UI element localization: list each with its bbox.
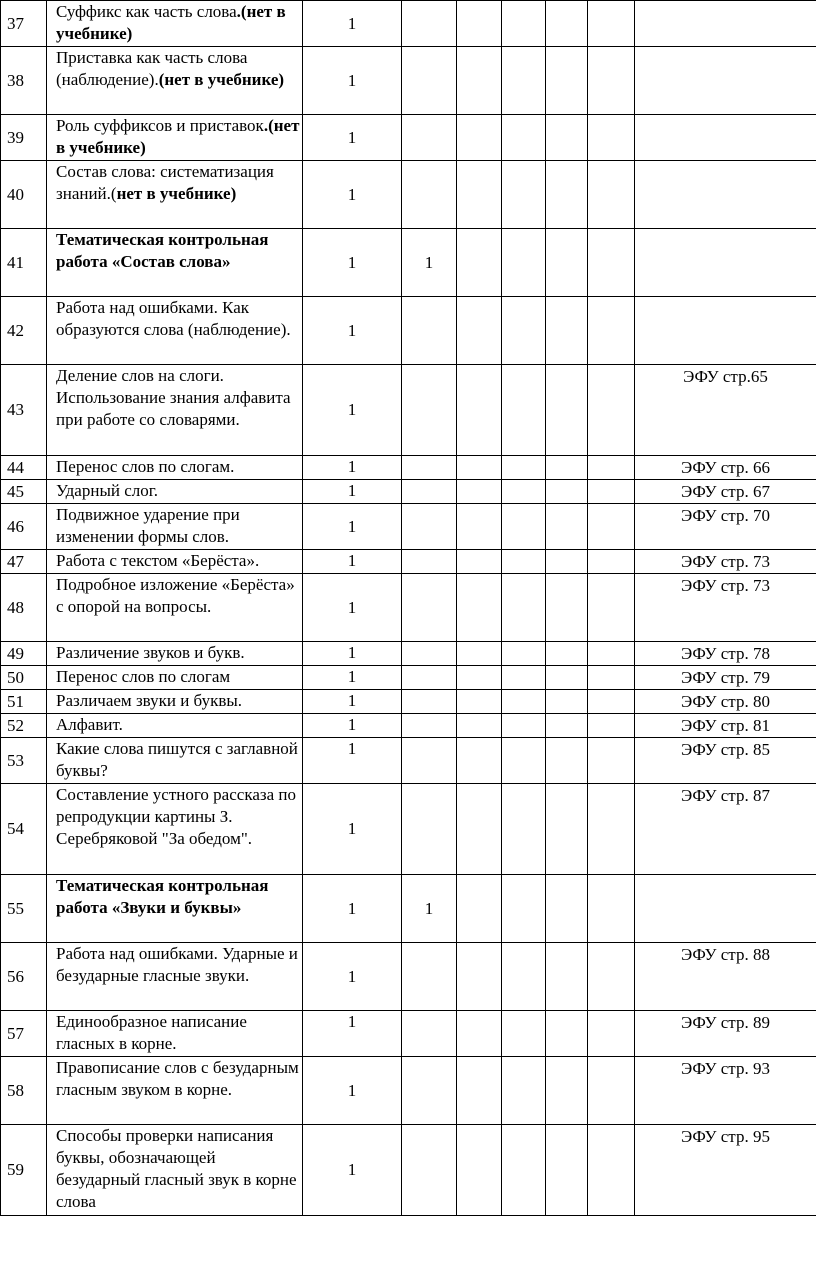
empty-cell [546, 943, 588, 1011]
control-work-count [402, 1, 457, 47]
table-row [1, 504, 816, 550]
row-number: 48 [1, 574, 47, 642]
table-row [1, 1011, 816, 1057]
empty-cell [502, 738, 546, 784]
empty-cell [457, 504, 502, 550]
hours-count: 1 [303, 1057, 402, 1125]
empty-cell [588, 1057, 635, 1125]
table-row [1, 574, 816, 642]
lesson-topic [47, 738, 303, 784]
table-row [1, 480, 816, 504]
hours-count: 1 [303, 550, 402, 574]
empty-cell [502, 47, 546, 115]
empty-cell [457, 550, 502, 574]
table-row [1, 875, 816, 943]
lesson-topic [47, 574, 303, 642]
lesson-topic-text: Работа с текстом «Берёста». [56, 551, 260, 570]
lesson-topic-text: Суффикс как часть слова [56, 2, 237, 21]
lesson-topic-text: Способы проверки написания буквы, обозначающей безударный гласный звук в корне слова [56, 1126, 297, 1211]
empty-cell [457, 1057, 502, 1125]
resource-reference [635, 47, 816, 115]
control-work-count [402, 365, 457, 456]
empty-cell [546, 161, 588, 229]
hours-count: 1 [303, 47, 402, 115]
lesson-topic-bold: Тематическая контрольная работа «Состав слова» [56, 230, 269, 271]
row-number: 37 [1, 1, 47, 47]
lesson-topic-text: Перенос слов по слогам [56, 667, 231, 686]
lesson-topic [47, 690, 303, 714]
row-number: 44 [1, 456, 47, 480]
empty-cell [457, 365, 502, 456]
empty-cell [588, 574, 635, 642]
lesson-topic [47, 1011, 303, 1057]
empty-cell [546, 365, 588, 456]
empty-cell [588, 738, 635, 784]
empty-cell [457, 738, 502, 784]
resource-reference [635, 1, 816, 47]
table-row [1, 47, 816, 115]
control-work-count [402, 1125, 457, 1216]
resource-reference [635, 229, 816, 297]
table-row [1, 550, 816, 574]
resource-reference [635, 297, 816, 365]
hours-count: 1 [303, 738, 402, 784]
control-work-count [402, 714, 457, 738]
table-row [1, 1125, 816, 1216]
empty-cell [546, 738, 588, 784]
empty-cell [457, 456, 502, 480]
resource-reference: ЭФУ стр. 85 [635, 738, 816, 784]
empty-cell [457, 784, 502, 875]
control-work-count [402, 1011, 457, 1057]
empty-cell [457, 1125, 502, 1216]
table-row [1, 784, 816, 875]
control-work-count: 1 [402, 875, 457, 943]
table-row [1, 738, 816, 784]
hours-count: 1 [303, 229, 402, 297]
empty-cell [457, 47, 502, 115]
lesson-topic-bold: .(нет в учебнике) [56, 116, 300, 157]
row-number: 45 [1, 480, 47, 504]
empty-cell [546, 229, 588, 297]
table-row [1, 642, 816, 666]
lesson-topic-text: Работа над ошибками. Ударные и безударные гласные звуки. [56, 944, 298, 985]
empty-cell [457, 574, 502, 642]
empty-cell [588, 714, 635, 738]
lesson-topic-bold: нет в учебнике) [116, 184, 237, 203]
lesson-topic [47, 297, 303, 365]
empty-cell [588, 297, 635, 365]
resource-reference: ЭФУ стр. 89 [635, 1011, 816, 1057]
empty-cell [502, 875, 546, 943]
row-number: 57 [1, 1011, 47, 1057]
row-number: 41 [1, 229, 47, 297]
empty-cell [457, 161, 502, 229]
hours-count: 1 [303, 690, 402, 714]
lesson-topic [47, 365, 303, 456]
empty-cell [457, 115, 502, 161]
empty-cell [457, 642, 502, 666]
empty-cell [457, 875, 502, 943]
hours-count: 1 [303, 504, 402, 550]
resource-reference: ЭФУ стр. 81 [635, 714, 816, 738]
empty-cell [457, 714, 502, 738]
empty-cell [546, 574, 588, 642]
empty-cell [457, 229, 502, 297]
hours-count: 1 [303, 456, 402, 480]
row-number: 55 [1, 875, 47, 943]
empty-cell [546, 297, 588, 365]
empty-cell [588, 365, 635, 456]
resource-reference: ЭФУ стр. 66 [635, 456, 816, 480]
lesson-topic [47, 115, 303, 161]
table-row [1, 115, 816, 161]
control-work-count [402, 456, 457, 480]
empty-cell [502, 690, 546, 714]
lesson-topic-text: Алфавит. [56, 715, 123, 734]
empty-cell [502, 714, 546, 738]
control-work-count [402, 47, 457, 115]
control-work-count [402, 550, 457, 574]
lesson-topic [47, 943, 303, 1011]
table-row [1, 365, 816, 456]
lesson-topic [47, 666, 303, 690]
empty-cell [502, 1011, 546, 1057]
empty-cell [588, 161, 635, 229]
empty-cell [588, 229, 635, 297]
lesson-topic-text: Работа над ошибками. Как образуются слова (наблюдение). [56, 298, 291, 339]
resource-reference: ЭФУ стр. 73 [635, 574, 816, 642]
empty-cell [546, 1, 588, 47]
empty-cell [502, 1, 546, 47]
empty-cell [546, 875, 588, 943]
empty-cell [588, 784, 635, 875]
empty-cell [502, 1125, 546, 1216]
lesson-topic-text: Единообразное написание гласных в корне. [56, 1012, 247, 1053]
row-number: 42 [1, 297, 47, 365]
empty-cell [502, 642, 546, 666]
hours-count: 1 [303, 161, 402, 229]
control-work-count [402, 943, 457, 1011]
empty-cell [588, 1011, 635, 1057]
empty-cell [546, 504, 588, 550]
lesson-topic-bold: (нет в учебнике) [158, 70, 285, 89]
hours-count: 1 [303, 875, 402, 943]
empty-cell [588, 550, 635, 574]
hours-count: 1 [303, 1011, 402, 1057]
lesson-topic-text: Состав слова: систематизация знаний.( [56, 162, 274, 203]
control-work-count [402, 115, 457, 161]
empty-cell [588, 47, 635, 115]
empty-cell [588, 504, 635, 550]
lesson-topic-text: Ударный слог. [56, 481, 159, 500]
control-work-count [402, 666, 457, 690]
hours-count: 1 [303, 784, 402, 875]
hours-count: 1 [303, 297, 402, 365]
lesson-topic [47, 504, 303, 550]
empty-cell [546, 1011, 588, 1057]
control-work-count [402, 574, 457, 642]
table-row [1, 690, 816, 714]
empty-cell [588, 456, 635, 480]
resource-reference: ЭФУ стр. 87 [635, 784, 816, 875]
empty-cell [588, 1, 635, 47]
empty-cell [457, 480, 502, 504]
lesson-topic-text: Составление устного рассказа по репродукции картины З. Серебряковой "За обедом". [56, 785, 296, 848]
lesson-topic-text: Различаем звуки и буквы. [56, 691, 243, 710]
empty-cell [588, 875, 635, 943]
lesson-topic [47, 456, 303, 480]
control-work-count [402, 480, 457, 504]
empty-cell [502, 574, 546, 642]
empty-cell [546, 1057, 588, 1125]
empty-cell [588, 666, 635, 690]
resource-reference: ЭФУ стр. 93 [635, 1057, 816, 1125]
row-number: 50 [1, 666, 47, 690]
resource-reference: ЭФУ стр. 73 [635, 550, 816, 574]
empty-cell [546, 784, 588, 875]
control-work-count [402, 690, 457, 714]
resource-reference [635, 115, 816, 161]
lesson-topic [47, 714, 303, 738]
empty-cell [502, 115, 546, 161]
lesson-topic-text: Роль суффиксов и приставок [56, 116, 264, 135]
lesson-topic-text: Деление слов на слоги. Использование знания алфавита при работе со словарями. [56, 366, 291, 429]
empty-cell [502, 666, 546, 690]
empty-cell [546, 690, 588, 714]
empty-cell [502, 1057, 546, 1125]
empty-cell [502, 456, 546, 480]
empty-cell [546, 642, 588, 666]
hours-count: 1 [303, 1, 402, 47]
row-number: 54 [1, 784, 47, 875]
resource-reference: ЭФУ стр. 70 [635, 504, 816, 550]
hours-count: 1 [303, 642, 402, 666]
row-number: 43 [1, 365, 47, 456]
lesson-topic [47, 550, 303, 574]
table-row [1, 1, 816, 47]
empty-cell [546, 666, 588, 690]
empty-cell [457, 690, 502, 714]
empty-cell [546, 115, 588, 161]
lesson-topic [47, 642, 303, 666]
row-number: 49 [1, 642, 47, 666]
empty-cell [546, 480, 588, 504]
resource-reference [635, 875, 816, 943]
table-row [1, 1057, 816, 1125]
table-row [1, 161, 816, 229]
lesson-topic [47, 47, 303, 115]
resource-reference: ЭФУ стр.65 [635, 365, 816, 456]
empty-cell [502, 943, 546, 1011]
hours-count: 1 [303, 666, 402, 690]
row-number: 56 [1, 943, 47, 1011]
control-work-count [402, 297, 457, 365]
empty-cell [457, 297, 502, 365]
hours-count: 1 [303, 115, 402, 161]
row-number: 51 [1, 690, 47, 714]
empty-cell [502, 161, 546, 229]
control-work-count: 1 [402, 229, 457, 297]
control-work-count [402, 738, 457, 784]
control-work-count [402, 642, 457, 666]
empty-cell [588, 115, 635, 161]
lesson-topic [47, 229, 303, 297]
empty-cell [502, 229, 546, 297]
lesson-topic-bold: Тематическая контрольная работа «Звуки и буквы» [56, 876, 269, 917]
row-number: 53 [1, 738, 47, 784]
empty-cell [457, 1, 502, 47]
row-number: 58 [1, 1057, 47, 1125]
empty-cell [588, 690, 635, 714]
table-row [1, 456, 816, 480]
empty-cell [546, 550, 588, 574]
lesson-topic [47, 875, 303, 943]
row-number: 47 [1, 550, 47, 574]
hours-count: 1 [303, 1125, 402, 1216]
table-row [1, 229, 816, 297]
resource-reference: ЭФУ стр. 95 [635, 1125, 816, 1216]
lesson-topic [47, 480, 303, 504]
lesson-topic-bold: .(нет в учебнике) [56, 2, 286, 43]
row-number: 46 [1, 504, 47, 550]
empty-cell [546, 47, 588, 115]
hours-count: 1 [303, 365, 402, 456]
lesson-topic-text: Подвижное ударение при изменении формы слов. [56, 505, 240, 546]
empty-cell [546, 1125, 588, 1216]
lesson-topic-text: Правописание слов с безударным гласным звуком в корне. [56, 1058, 299, 1099]
resource-reference: ЭФУ стр. 67 [635, 480, 816, 504]
empty-cell [457, 666, 502, 690]
empty-cell [502, 784, 546, 875]
row-number: 38 [1, 47, 47, 115]
lesson-topic-text: Перенос слов по слогам. [56, 457, 235, 476]
resource-reference [635, 161, 816, 229]
row-number: 52 [1, 714, 47, 738]
lesson-topic-text: Подробное изложение «Берёста» с опорой на вопросы. [56, 575, 295, 616]
empty-cell [502, 297, 546, 365]
control-work-count [402, 504, 457, 550]
hours-count: 1 [303, 574, 402, 642]
resource-reference: ЭФУ стр. 79 [635, 666, 816, 690]
lesson-topic-text: Какие слова пишутся с заглавной буквы? [56, 739, 298, 780]
empty-cell [502, 504, 546, 550]
lesson-topic [47, 784, 303, 875]
empty-cell [457, 943, 502, 1011]
empty-cell [502, 480, 546, 504]
hours-count: 1 [303, 714, 402, 738]
lesson-topic-text: Приставка как часть слова (наблюдение). [56, 48, 248, 89]
control-work-count [402, 1057, 457, 1125]
row-number: 59 [1, 1125, 47, 1216]
lesson-topic-text: Различение звуков и букв. [56, 643, 245, 662]
empty-cell [588, 480, 635, 504]
empty-cell [546, 456, 588, 480]
resource-reference: ЭФУ стр. 80 [635, 690, 816, 714]
empty-cell [502, 365, 546, 456]
table-row [1, 666, 816, 690]
lesson-topic [47, 1057, 303, 1125]
table-row [1, 714, 816, 738]
row-number: 40 [1, 161, 47, 229]
lesson-topic [47, 161, 303, 229]
empty-cell [588, 1125, 635, 1216]
resource-reference: ЭФУ стр. 88 [635, 943, 816, 1011]
hours-count: 1 [303, 943, 402, 1011]
control-work-count [402, 784, 457, 875]
lesson-topic [47, 1125, 303, 1216]
control-work-count [402, 161, 457, 229]
table-row [1, 297, 816, 365]
empty-cell [546, 714, 588, 738]
resource-reference: ЭФУ стр. 78 [635, 642, 816, 666]
empty-cell [502, 550, 546, 574]
empty-cell [457, 1011, 502, 1057]
empty-cell [588, 943, 635, 1011]
empty-cell [588, 642, 635, 666]
hours-count: 1 [303, 480, 402, 504]
table-row [1, 943, 816, 1011]
lesson-topic [47, 1, 303, 47]
row-number: 39 [1, 115, 47, 161]
